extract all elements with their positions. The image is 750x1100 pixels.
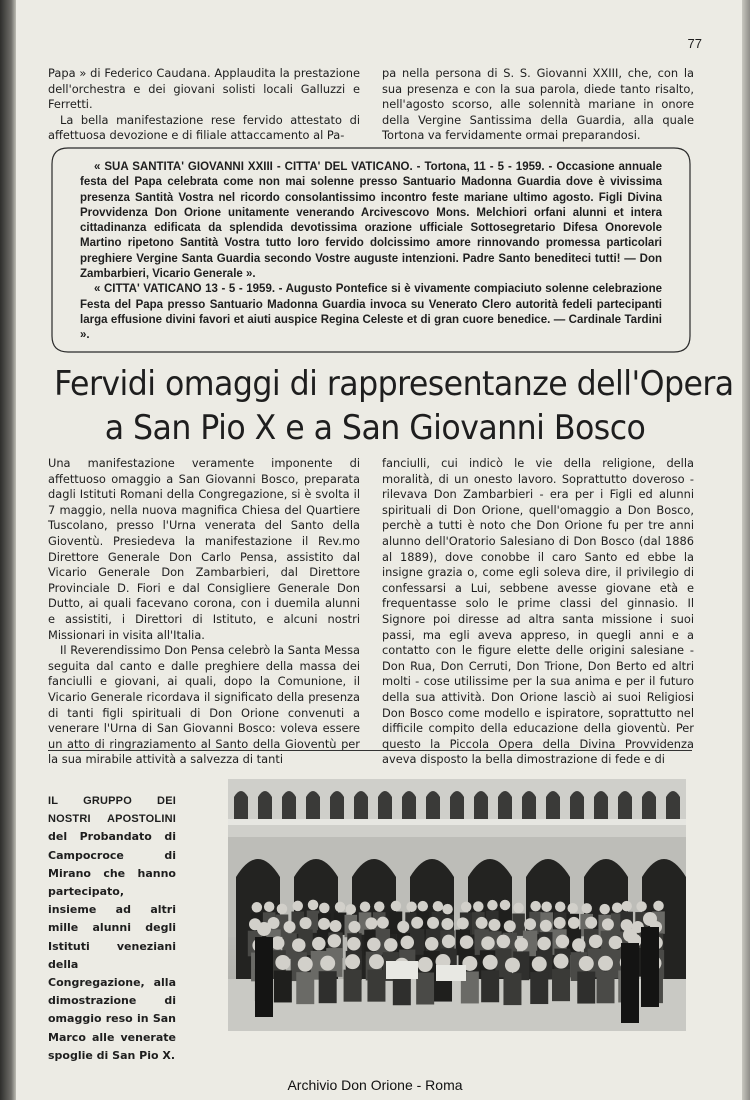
page-number: 77 [687,36,702,51]
student-head [567,903,578,914]
student-head [418,957,433,972]
student-head [602,918,614,930]
newspaper-sign [436,965,466,981]
student-head [636,901,647,912]
student-head [330,920,342,932]
student-body [530,972,548,1004]
student-head [540,920,552,932]
student-head [609,936,623,950]
student-head [384,938,398,952]
student-head [537,937,551,951]
student-head [298,957,313,972]
student-head [418,901,429,912]
group-photo [228,779,686,1031]
archive-watermark: Archivio Don Orione - Roma [287,1077,463,1093]
priest-figure [255,937,273,1017]
loggia-arch [474,791,488,819]
student-head [554,917,566,929]
student-head [554,954,569,969]
article-column-left [48,456,360,767]
student-head [347,937,361,951]
student-head [369,954,384,969]
student-head [411,917,423,929]
student-head [312,937,326,951]
caption-text: del Probandato di Campocroce di Mirano che hanno partecipato, insieme ad altri mille alunni degli Istituti veneziani della Congregazione, alla dimostrazione di omaggio reso in San Marco alle venerate spoglie di San Pio X. [48,830,176,1062]
student-body [503,973,521,1005]
student-head [293,901,304,912]
student-body [274,970,292,1002]
student-head [401,936,415,950]
student-head [406,901,417,912]
article-paragraph-2: Il Reverendissimo Don Pensa celebrò la Santa Messa seguita dal canto e dalle preghiere della massa dei fanciulli e giovani, ai quali, dopo la Comunione, il Vicario Generale ricordava il significato della presenza di tanti figli spirituali di Don Orione convenuti a venerare l'Urna di San Giovanni Bosco: voleva essere un atto di ringraziamento al Santo della Gioventù per la sua mirabile attività a salvezza di tanti [48,643,360,767]
student-head [348,921,360,933]
article-headline [54,362,734,450]
loggia-arch [546,791,560,819]
student-body [552,969,570,1001]
student-head [483,955,498,970]
student-head [300,917,312,929]
student-head [555,901,566,912]
student-head [292,938,306,952]
student-head [308,900,319,911]
loggia-arch [450,791,464,819]
headline-line-1: Fervidi omaggi di rappresentanze dell'Opera [54,364,734,404]
student-head [513,903,524,914]
top-left-paragraph-1: Papa » di Federico Caudana. Applaudita la prestazione dell'orchestra e dei giovani solisti locali Galluzzi e Ferretti. [48,66,360,112]
priest-head [257,922,271,936]
loggia-arch [642,791,656,819]
loggia-arch [402,791,416,819]
student-head [252,902,263,913]
student-head [346,904,357,915]
student-head [345,954,360,969]
student-head [621,901,632,912]
student-head [365,917,377,929]
student-head [442,935,456,949]
palace-balustrade [228,819,686,825]
student-head [589,935,603,949]
top-column-left [48,66,360,144]
top-left-paragraph-2: La bella manifestazione rese fervido attestato di affettuosa devozione e di filiale attaccamento al Pa- [48,112,360,143]
student-head [441,918,453,930]
priest-head [623,928,637,942]
top-column-right [382,66,694,144]
newspaper-sign [386,961,418,979]
photo-caption [48,792,176,1065]
student-body [416,973,434,1005]
student-head [532,957,547,972]
student-head [476,917,488,929]
student-head [612,902,623,913]
student-body [344,970,362,1002]
student-head [653,901,664,912]
student-head [367,938,381,952]
student-head [541,901,552,912]
article-paragraph-1: Una manifestazione veramente imponente di affettuoso omaggio a San Giovanni Bosco, preparata dagli Istituti Romani della Congregazione, si è svolta il 7 maggio, nella nuova magnifica Chiesa del Quartiere Tuscolano, presso l'Urna venerata del Santo della Gioventù. Presiedeva la manifestazione il Rev.mo Direttore Generale Don Carlo Pensa, assistito dal Vicario Generale Don Zambarbieri, dal Direttore Provinciale D. Fiori e dal Consigliere Generale Don Dutto, ai quali facevano corona, con i duemila alunni e assistiti, i Direttori di Istituto, e alcuni nostri Missionari in visita all'Italia. [48,456,360,642]
student-head [530,901,541,912]
loggia-arch [618,791,632,819]
loggia-arch [330,791,344,819]
loggia-arch [426,791,440,819]
group-photo-illustration [228,779,686,1031]
caption-lead: IL GRUPPO DEI NOSTRI APOSTOLINI [48,795,176,826]
student-head [487,900,498,911]
loggia-arch [666,791,680,819]
headline-line-2: a San Pio X e a San Giovanni Bosco [104,408,646,448]
student-head [460,935,474,949]
student-head [397,921,409,933]
student-head [391,901,402,912]
loggia-arch [282,791,296,819]
student-head [320,956,335,971]
student-body [296,972,314,1004]
student-head [425,937,439,951]
student-body [597,971,615,1003]
article-column-right [382,456,694,767]
student-head [579,956,594,971]
student-head [433,901,444,912]
article-paragraph-3: fanciulli, cui indicò le vie della religione, della moralità, di un onesto lavoro. Soprattutto doveroso - rilevava Don Zambarbieri - era per i Figli ed alunni spirituali di Don Orione, quell'omaggio a Don Bosco, perchè a tutti è noto che Don Orione fu per tre anni alunno dell'Oratorio Salesiano di Don Bosco (dal 1886 al 1889), dove conobbe il caro Santo ed ebbe la insigne grazia o, come egli soleva dire, il privilegio di confessarsi a Lui, sebbene avesse giovane età e frequentasse solo le prime classi del ginnasio. Il Signore poi diresse ad altra santa missione i suoi passi, ma egli aveva appreso, in quegli anni e a contatto con le figure elette delle origini salesiane - Don Rua, Don Cerruti, Don Trione, Don Berto ed altri molti - cose utilissime per la sua anima e per il futuro della sua attività. Don Orione lasciò ai suoi Religiosi Don Bosco come modello e ispiratore, soprattutto nel difficile compito della educazione della gioventù. Per questo la Piccola Opera della Divina Provvidenza aveva disposto la bella dimostrazione di fede e di [382,456,694,767]
student-head [442,904,453,915]
student-head [275,955,290,970]
top-right-paragraph: pa nella persona di S. S. Giovanni XXIII, che, con la sua presenza e con la sua parola, diede tanto risalto, nell'agosto scorso, alle solennità mariane in onore della Vergine Santissima della Guardia, alla quale Tortona va fervidamente ormai preparandosi. [382,66,694,143]
student-head [488,919,500,931]
loggia-arch [354,791,368,819]
student-head [515,937,529,951]
student-body [577,972,595,1004]
student-head [585,917,597,929]
student-head [504,920,516,932]
student-head [374,901,385,912]
student-head [599,904,610,915]
student-head [377,917,389,929]
binding-spine [0,0,16,1100]
loggia-arch [306,791,320,819]
student-head [524,918,536,930]
section-divider [48,750,692,751]
loggia-arch [378,791,392,819]
priest-figure [641,927,659,1007]
student-head [284,921,296,933]
student-head [360,901,371,912]
student-head [556,935,570,949]
student-head [505,958,520,973]
student-head [319,903,330,914]
student-head [335,902,346,913]
loggia-arch [258,791,272,819]
student-head [581,903,592,914]
student-head [457,917,469,929]
student-head [473,901,484,912]
student-head [481,936,495,950]
student-body [319,971,337,1003]
student-head [568,917,580,929]
telegram-vatican: « CITTA' VATICANO 13 - 5 - 1959. - Augusto Pontefice si è vivamente compiaciuto solenne celebrazione Festa del Papa presso Santuario Madonna Guardia invoca su Venerato Clero autorità fedeli partecipanti larga effusione divini favori et aiuti auspice Regina Celeste et di gran cuore benedice. — Cardinale Tardini ». [80,283,662,342]
student-head [427,917,439,929]
priest-head [643,912,657,926]
loggia-arch [594,791,608,819]
student-head [318,918,330,930]
student-head [598,956,613,971]
page-edge [742,0,750,1100]
student-head [572,938,586,952]
priest-figure [621,943,639,1023]
student-head [461,902,472,913]
student-head [277,904,288,915]
student-head [497,935,511,949]
loggia-arch [522,791,536,819]
student-head [500,900,511,911]
student-head [328,934,342,948]
loggia-arch [234,791,248,819]
student-body [367,970,385,1002]
student-body [481,970,499,1002]
loggia-arch [570,791,584,819]
telegram-box [80,160,662,342]
student-head [264,901,275,912]
telegram-pope: « SUA SANTITA' GIOVANNI XXIII - CITTA' DEL VATICANO. - Tortona, 11 - 5 - 1959. - Occasione annuale festa del Papa celebrata come non mai solenne presso Santuario Madonna Guardia dove è vivissima presenza Santità Vostra nel ricordo consolantissimo incontro feste mariane ultimo agosto. Figli Divina Provvidenza Don Orione unitamente venerando Arcivescovo Mons. Melchiori orfani alunni et intera cittadinanza edificata da splendida devotissima orazione ufficiale Sottosegretario Difesa Onorevole Martino ripetono Santità Vostra tutto loro fervido dolcissimo amore rinnovando promessa particolari preghiere Vergine Santa Guardia secondo Vostre auguste intenzioni. Padre Santo benediteci tutti! — Don Zambarbieri, Vicario Generale ». [80,161,662,281]
loggia-arch [498,791,512,819]
